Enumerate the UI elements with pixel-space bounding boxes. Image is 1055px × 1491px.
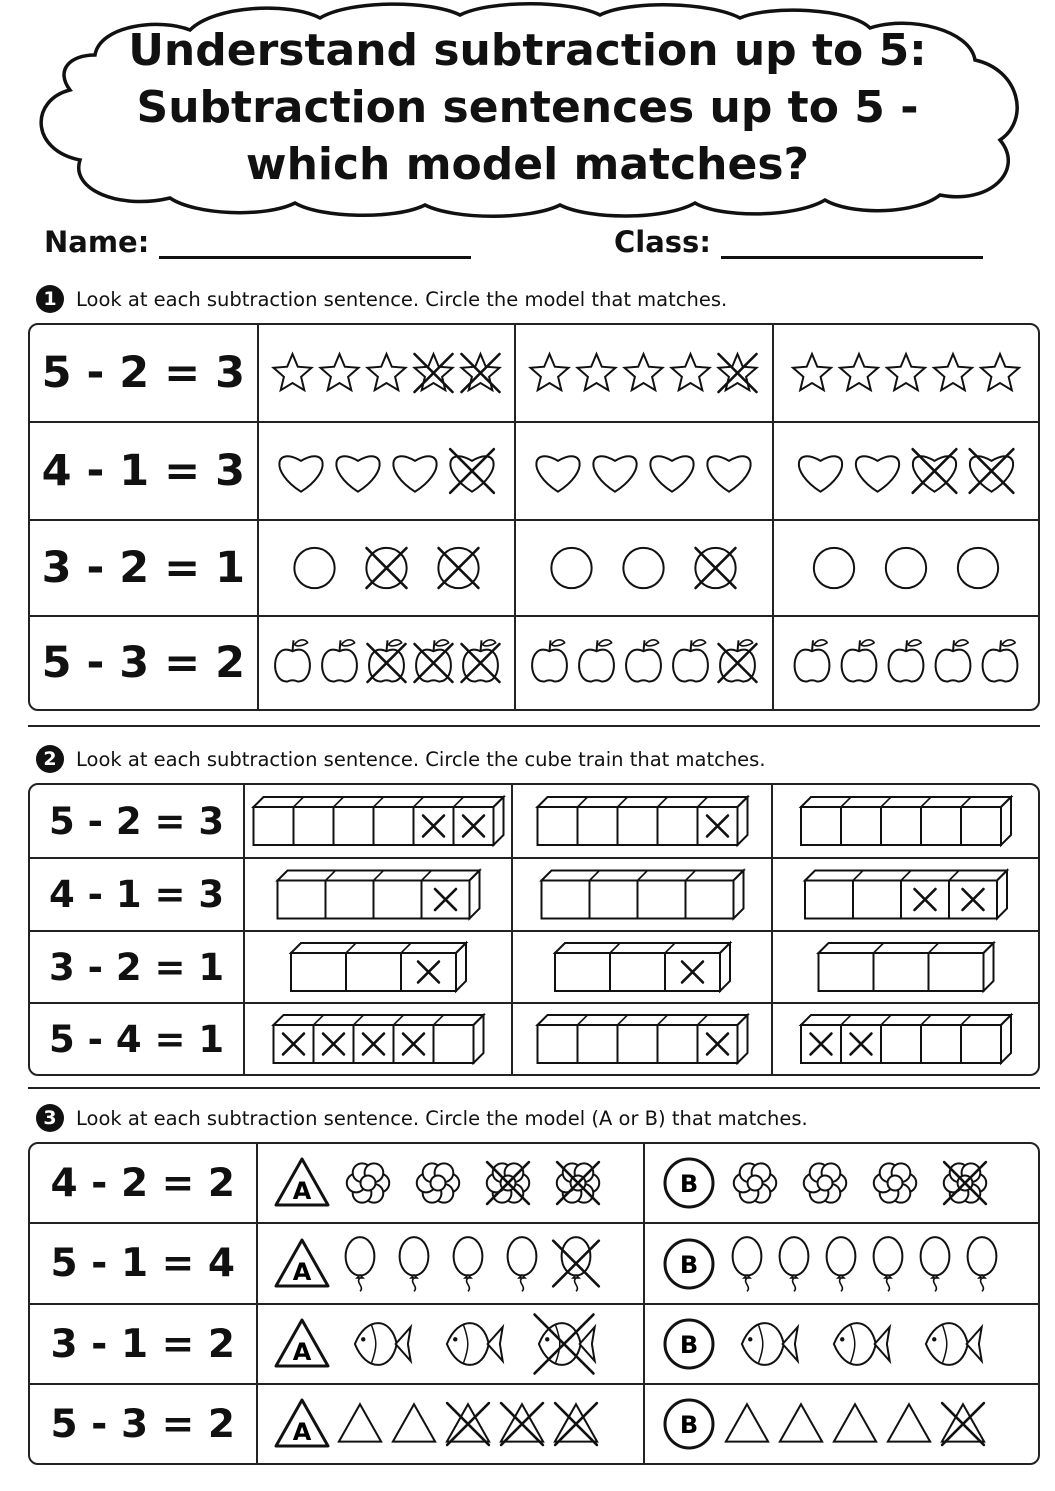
fish-icon bbox=[446, 1323, 502, 1365]
cube-train-row bbox=[30, 930, 1038, 1002]
cube-train-option[interactable] bbox=[513, 932, 773, 1002]
cube-train-option[interactable] bbox=[513, 785, 773, 857]
triangle-icon bbox=[726, 1404, 768, 1441]
flower-icon bbox=[556, 1162, 598, 1204]
heart-model[interactable] bbox=[260, 425, 513, 517]
apple-model[interactable] bbox=[260, 619, 513, 707]
model-option[interactable] bbox=[774, 521, 1038, 615]
star-icon bbox=[887, 354, 925, 390]
circle-model[interactable] bbox=[260, 523, 513, 613]
triangle-icon bbox=[888, 1404, 930, 1441]
section-3-text: Look at each subtraction sentence. Circle the model (A or B) that matches. bbox=[76, 1106, 808, 1130]
option-a[interactable] bbox=[258, 1224, 645, 1303]
section-3-table bbox=[28, 1142, 1040, 1465]
triangle-model[interactable] bbox=[332, 1387, 636, 1461]
option-a[interactable] bbox=[258, 1144, 645, 1222]
balloon-icon bbox=[873, 1237, 902, 1291]
name-line[interactable] bbox=[159, 226, 471, 259]
heart-icon bbox=[393, 456, 436, 491]
star-model[interactable] bbox=[775, 327, 1037, 419]
section-3-number: 3 bbox=[36, 1104, 64, 1132]
title-line-2: Subtraction sentences up to 5 - bbox=[136, 82, 919, 133]
option-a-label: A bbox=[292, 1338, 311, 1366]
class-line[interactable] bbox=[721, 226, 983, 259]
option-b[interactable] bbox=[645, 1305, 1038, 1383]
equation: 4 - 1 = 3 bbox=[30, 859, 245, 930]
equation: 5 - 3 = 2 bbox=[30, 617, 259, 709]
model-option[interactable] bbox=[516, 521, 773, 615]
option-a-triangle-badge[interactable] bbox=[272, 1153, 332, 1213]
apple-icon bbox=[275, 640, 310, 682]
ab-row bbox=[30, 1383, 1038, 1463]
model-option[interactable] bbox=[259, 617, 516, 709]
circle-icon bbox=[294, 548, 334, 588]
title-line-3: which model matches? bbox=[245, 139, 810, 190]
heart-icon bbox=[594, 456, 637, 491]
name-label: Name: bbox=[44, 225, 150, 259]
triangle-icon bbox=[834, 1404, 876, 1441]
triangle-icon bbox=[780, 1404, 822, 1441]
apple-icon bbox=[935, 640, 970, 682]
star-icon bbox=[840, 354, 878, 390]
circle-model[interactable] bbox=[775, 523, 1037, 613]
equation: 5 - 1 = 4 bbox=[30, 1224, 258, 1303]
star-icon bbox=[719, 354, 757, 392]
cube-train[interactable] bbox=[515, 861, 770, 928]
apple-model[interactable] bbox=[775, 619, 1037, 707]
apple-icon bbox=[982, 640, 1017, 682]
apple-icon bbox=[719, 640, 757, 682]
heart-icon bbox=[336, 456, 379, 491]
section-divider-2 bbox=[28, 1087, 1040, 1089]
section-2-table bbox=[28, 783, 1040, 1076]
cube-train[interactable] bbox=[247, 861, 510, 928]
circle-icon bbox=[552, 548, 592, 588]
star-icon bbox=[672, 354, 710, 390]
star-model[interactable] bbox=[260, 327, 513, 419]
cube-train-row bbox=[30, 785, 1038, 857]
cube-train[interactable] bbox=[775, 861, 1037, 928]
apple-icon bbox=[841, 640, 876, 682]
section-2-text: Look at each subtraction sentence. Circle the cube train that matches. bbox=[76, 747, 766, 771]
star-icon bbox=[461, 354, 499, 392]
option-a-label: A bbox=[292, 1257, 311, 1286]
heart-icon bbox=[651, 456, 694, 491]
fish-icon bbox=[742, 1323, 798, 1365]
equation: 4 - 1 = 3 bbox=[30, 423, 259, 519]
model-option[interactable] bbox=[516, 423, 773, 519]
flower-icon bbox=[944, 1162, 986, 1204]
model-option[interactable] bbox=[774, 423, 1038, 519]
circle-icon bbox=[624, 548, 664, 588]
cube-train-option[interactable] bbox=[245, 859, 513, 930]
balloon-icon bbox=[732, 1237, 761, 1291]
option-a-triangle-badge[interactable] bbox=[272, 1234, 332, 1294]
cube-train[interactable] bbox=[775, 787, 1037, 855]
circle-icon bbox=[696, 548, 736, 588]
star-icon bbox=[934, 354, 972, 390]
heart-icon bbox=[450, 449, 494, 493]
star-icon bbox=[578, 354, 616, 390]
apple-icon bbox=[532, 640, 567, 682]
option-a-triangle-badge[interactable] bbox=[272, 1394, 332, 1454]
cube-train-option[interactable] bbox=[773, 859, 1038, 930]
heart-icon bbox=[912, 449, 956, 493]
star-icon bbox=[531, 354, 569, 390]
fish-icon bbox=[354, 1323, 410, 1365]
model-option[interactable] bbox=[259, 423, 516, 519]
class-label: Class: bbox=[614, 225, 711, 259]
flower-model[interactable] bbox=[332, 1146, 636, 1220]
fish-model[interactable] bbox=[332, 1307, 636, 1381]
cube-train-option[interactable] bbox=[513, 859, 773, 930]
option-b[interactable] bbox=[645, 1224, 1038, 1303]
section-divider-1 bbox=[28, 725, 1040, 727]
page-title bbox=[0, 22, 1055, 193]
option-b-label: B bbox=[679, 1411, 698, 1439]
ab-row bbox=[30, 1222, 1038, 1303]
option-b-label: B bbox=[679, 1170, 698, 1198]
triangle-model[interactable] bbox=[719, 1387, 1029, 1461]
cube-train[interactable] bbox=[775, 934, 1037, 1000]
circle-icon bbox=[438, 548, 478, 588]
option-a-label: A bbox=[292, 1418, 311, 1446]
model-option[interactable] bbox=[774, 617, 1038, 709]
cube-train[interactable] bbox=[515, 934, 770, 1000]
option-b[interactable] bbox=[645, 1144, 1038, 1222]
section-2-number: 2 bbox=[36, 745, 64, 773]
option-a-triangle-badge[interactable] bbox=[272, 1314, 332, 1374]
apple-model[interactable] bbox=[517, 619, 770, 707]
heart-icon bbox=[537, 456, 580, 491]
option-b[interactable] bbox=[645, 1385, 1038, 1463]
heart-icon bbox=[856, 456, 899, 491]
equation: 5 - 2 = 3 bbox=[30, 785, 245, 857]
star-model[interactable] bbox=[517, 327, 770, 419]
triangle-icon bbox=[554, 1403, 596, 1445]
section-1-table bbox=[28, 323, 1040, 711]
circle-model[interactable] bbox=[517, 523, 770, 613]
model-row bbox=[30, 325, 1038, 421]
heart-icon bbox=[708, 456, 751, 491]
ab-row bbox=[30, 1144, 1038, 1222]
cube-train-option[interactable] bbox=[245, 1004, 513, 1074]
apple-icon bbox=[794, 640, 829, 682]
equation: 4 - 2 = 2 bbox=[30, 1144, 258, 1222]
equation: 5 - 4 = 1 bbox=[30, 1004, 245, 1074]
flower-icon bbox=[416, 1163, 458, 1202]
section-3-instruction bbox=[36, 1104, 808, 1132]
equation: 5 - 2 = 3 bbox=[30, 325, 259, 421]
cube-train-option[interactable] bbox=[773, 1004, 1038, 1074]
balloon-icon bbox=[826, 1237, 855, 1291]
equation: 3 - 1 = 2 bbox=[30, 1305, 258, 1383]
class-field[interactable] bbox=[614, 225, 983, 259]
balloon-model[interactable] bbox=[719, 1226, 1029, 1301]
flower-model[interactable] bbox=[719, 1146, 1029, 1220]
cube-train[interactable] bbox=[247, 787, 510, 855]
option-b-circle-badge[interactable] bbox=[659, 1314, 719, 1374]
heart-icon bbox=[969, 449, 1013, 493]
cube-train-option[interactable] bbox=[773, 932, 1038, 1002]
model-option[interactable] bbox=[516, 617, 773, 709]
star-icon bbox=[625, 354, 663, 390]
option-a[interactable] bbox=[258, 1305, 645, 1383]
option-b-circle-badge[interactable] bbox=[659, 1153, 719, 1213]
triangle-icon bbox=[500, 1403, 542, 1445]
star-icon bbox=[414, 354, 452, 392]
flower-icon bbox=[804, 1163, 846, 1202]
ab-row bbox=[30, 1303, 1038, 1383]
name-field[interactable] bbox=[44, 225, 471, 259]
star-icon bbox=[320, 354, 358, 390]
balloon-icon bbox=[507, 1237, 536, 1291]
cube-train-option[interactable] bbox=[245, 932, 513, 1002]
balloon-icon bbox=[453, 1237, 482, 1291]
fish-icon bbox=[534, 1315, 594, 1374]
title-line-1: Understand subtraction up to 5: bbox=[128, 25, 927, 76]
model-row bbox=[30, 615, 1038, 709]
apple-icon bbox=[579, 640, 614, 682]
balloon-icon bbox=[967, 1237, 996, 1291]
flower-icon bbox=[486, 1162, 528, 1204]
heart-icon bbox=[799, 456, 842, 491]
heart-model[interactable] bbox=[775, 425, 1037, 517]
equation: 5 - 3 = 2 bbox=[30, 1385, 258, 1463]
balloon-model[interactable] bbox=[332, 1226, 636, 1301]
star-icon bbox=[793, 354, 831, 390]
balloon-icon bbox=[345, 1237, 374, 1291]
fish-icon bbox=[926, 1323, 982, 1365]
apple-icon bbox=[626, 640, 661, 682]
flower-icon bbox=[734, 1163, 776, 1202]
heart-model[interactable] bbox=[517, 425, 770, 517]
fish-icon bbox=[834, 1323, 890, 1365]
section-2-instruction bbox=[36, 745, 766, 773]
apple-icon bbox=[461, 640, 499, 682]
circle-icon bbox=[958, 548, 998, 588]
option-b-label: B bbox=[679, 1331, 698, 1359]
flower-icon bbox=[874, 1163, 916, 1202]
star-icon bbox=[273, 354, 311, 390]
cube-train[interactable] bbox=[247, 934, 510, 1000]
triangle-icon bbox=[338, 1404, 380, 1441]
circle-icon bbox=[366, 548, 406, 588]
cube-train[interactable] bbox=[247, 1006, 510, 1072]
cube-train-option[interactable] bbox=[773, 785, 1038, 857]
balloon-icon bbox=[553, 1237, 599, 1291]
option-b-circle-badge[interactable] bbox=[659, 1394, 719, 1454]
model-option[interactable] bbox=[259, 521, 516, 615]
cube-train[interactable] bbox=[775, 1006, 1037, 1072]
cube-train-row bbox=[30, 1002, 1038, 1074]
apple-icon bbox=[414, 640, 452, 682]
cube-train[interactable] bbox=[515, 787, 770, 855]
model-option[interactable] bbox=[516, 325, 773, 421]
circle-icon bbox=[886, 548, 926, 588]
cube-train[interactable] bbox=[515, 1006, 770, 1072]
option-a[interactable] bbox=[258, 1385, 645, 1463]
circle-icon bbox=[814, 548, 854, 588]
star-icon bbox=[981, 354, 1019, 390]
apple-icon bbox=[367, 640, 405, 682]
balloon-icon bbox=[399, 1237, 428, 1291]
section-1-number: 1 bbox=[36, 285, 64, 313]
apple-icon bbox=[888, 640, 923, 682]
balloon-icon bbox=[779, 1237, 808, 1291]
apple-icon bbox=[673, 640, 708, 682]
flower-icon bbox=[346, 1163, 388, 1202]
model-row bbox=[30, 519, 1038, 615]
model-option[interactable] bbox=[259, 325, 516, 421]
option-b-circle-badge[interactable] bbox=[659, 1234, 719, 1294]
heart-icon bbox=[279, 456, 322, 491]
model-option[interactable] bbox=[774, 325, 1038, 421]
apple-icon bbox=[322, 640, 357, 682]
triangle-icon bbox=[446, 1403, 488, 1445]
cube-train-row bbox=[30, 857, 1038, 930]
triangle-icon bbox=[942, 1403, 984, 1445]
model-row bbox=[30, 421, 1038, 519]
option-b-label: B bbox=[679, 1250, 698, 1279]
cube-train-option[interactable] bbox=[245, 785, 513, 857]
equation: 3 - 2 = 1 bbox=[30, 932, 245, 1002]
fish-model[interactable] bbox=[719, 1307, 1029, 1381]
equation: 3 - 2 = 1 bbox=[30, 521, 259, 615]
option-a-label: A bbox=[292, 1177, 311, 1205]
section-1-instruction bbox=[36, 285, 727, 313]
triangle-icon bbox=[392, 1404, 434, 1441]
star-icon bbox=[367, 354, 405, 390]
balloon-icon bbox=[920, 1237, 949, 1291]
section-1-text: Look at each subtraction sentence. Circle the model that matches. bbox=[76, 287, 728, 311]
cube-train-option[interactable] bbox=[513, 1004, 773, 1074]
